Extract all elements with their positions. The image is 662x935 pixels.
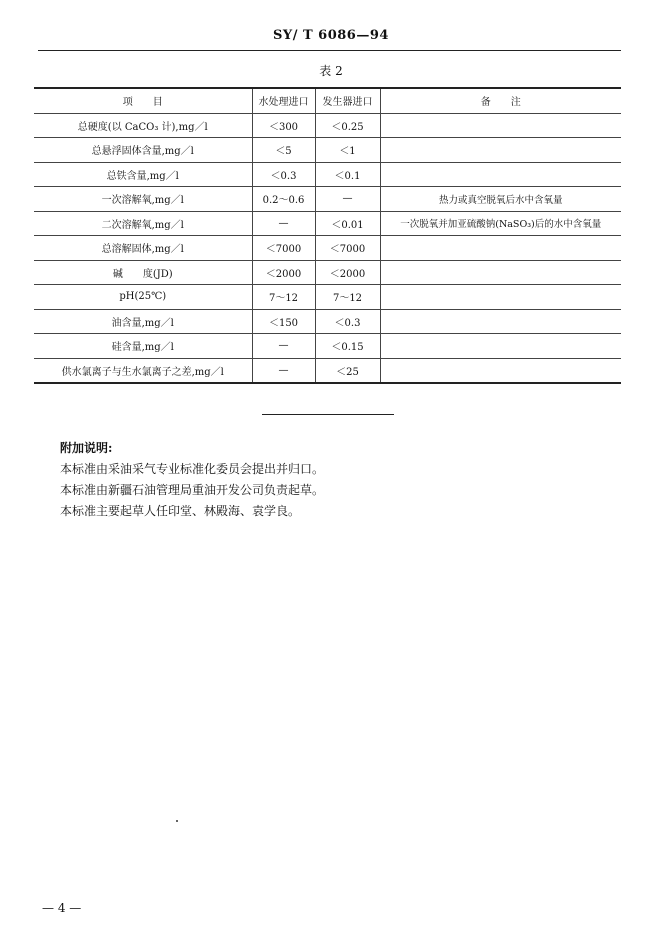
cell-remark [380, 113, 621, 138]
table-row [34, 309, 621, 334]
cell-item: 总硬度(以 CaCO₃ 计),mg／l [34, 113, 252, 138]
cell-item: 总溶解固体,mg／l [34, 236, 252, 261]
column-header-remark: 备 注 [380, 88, 621, 113]
notes-line: 本标准由新疆石油管理局重油开发公司负责起草。 [60, 483, 325, 497]
cell-generator-inlet: ＜0.01 [315, 211, 380, 236]
cell-item: 总悬浮固体含量,mg／l [34, 138, 252, 163]
table-row [34, 285, 621, 310]
cell-generator-inlet: 7～12 [315, 285, 380, 310]
cell-water-inlet: ＜300 [252, 113, 315, 138]
table-row [34, 138, 621, 163]
cell-water-inlet: — [252, 211, 315, 236]
column-header-generator-inlet: 发生器进口 [315, 88, 380, 113]
cell-item: 总铁含量,mg／l [34, 162, 252, 187]
cell-remark [380, 358, 621, 383]
cell-water-inlet: ＜2000 [252, 260, 315, 285]
cell-item: 二次溶解氧,mg／l [34, 211, 252, 236]
cell-item: 硅含量,mg／l [34, 334, 252, 359]
cell-remark [380, 162, 621, 187]
cell-generator-inlet: ＜0.15 [315, 334, 380, 359]
cell-item: 一次溶解氧,mg／l [34, 187, 252, 212]
cell-water-inlet: — [252, 334, 315, 359]
cell-remark: 热力或真空脱氧后水中含氧量 [380, 187, 621, 212]
column-header-item: 项 目 [34, 88, 252, 113]
standard-number: SY/ T 6086—94 [273, 28, 389, 43]
cell-remark [380, 138, 621, 163]
cell-remark [380, 309, 621, 334]
cell-water-inlet: ＜0.3 [252, 162, 315, 187]
notes-line: 本标准主要起草人任印堂、林殿海、袁学良。 [60, 504, 301, 518]
cell-generator-inlet: ＜7000 [315, 236, 380, 261]
table-row [34, 236, 621, 261]
table-row [34, 260, 621, 285]
cell-generator-inlet: ＜0.25 [315, 113, 380, 138]
cell-water-inlet: — [252, 358, 315, 383]
spec-table [34, 87, 621, 384]
table-row [34, 211, 621, 236]
cell-generator-inlet: ＜2000 [315, 260, 380, 285]
scan-speck [176, 820, 178, 822]
cell-generator-inlet: — [315, 187, 380, 212]
table-caption: 表 2 [319, 64, 343, 78]
cell-water-inlet: ＜5 [252, 138, 315, 163]
header-rule [38, 50, 621, 51]
cell-remark: 一次脱氧并加亚硫酸钠(NaSO₃)后的水中含氧量 [380, 211, 621, 236]
cell-generator-inlet: ＜25 [315, 358, 380, 383]
cell-item: 油含量,mg／l [34, 309, 252, 334]
table-row [34, 187, 621, 212]
page-number: — 4 — [42, 901, 82, 915]
table-row [34, 113, 621, 138]
cell-item: pH(25℃) [34, 285, 252, 310]
cell-remark [380, 260, 621, 285]
cell-generator-inlet: ＜1 [315, 138, 380, 163]
cell-remark [380, 334, 621, 359]
notes-title: 附加说明: [60, 441, 113, 455]
cell-water-inlet: 7～12 [252, 285, 315, 310]
cell-generator-inlet: ＜0.1 [315, 162, 380, 187]
table-row [34, 162, 621, 187]
section-divider [262, 414, 394, 415]
cell-water-inlet: 0.2～0.6 [252, 187, 315, 212]
cell-item: 供水氯离子与生水氯离子之差,mg／l [34, 358, 252, 383]
cell-remark [380, 285, 621, 310]
cell-water-inlet: ＜7000 [252, 236, 315, 261]
additional-notes [60, 438, 620, 522]
cell-generator-inlet: ＜0.3 [315, 309, 380, 334]
cell-item: 碱 度(JD) [34, 260, 252, 285]
table-row [34, 358, 621, 383]
cell-remark [380, 236, 621, 261]
notes-line: 本标准由采油采气专业标准化委员会提出并归口。 [60, 462, 325, 476]
cell-water-inlet: ＜150 [252, 309, 315, 334]
column-header-water-inlet: 水处理进口 [252, 88, 315, 113]
table-row [34, 334, 621, 359]
table-header-row [34, 88, 621, 113]
